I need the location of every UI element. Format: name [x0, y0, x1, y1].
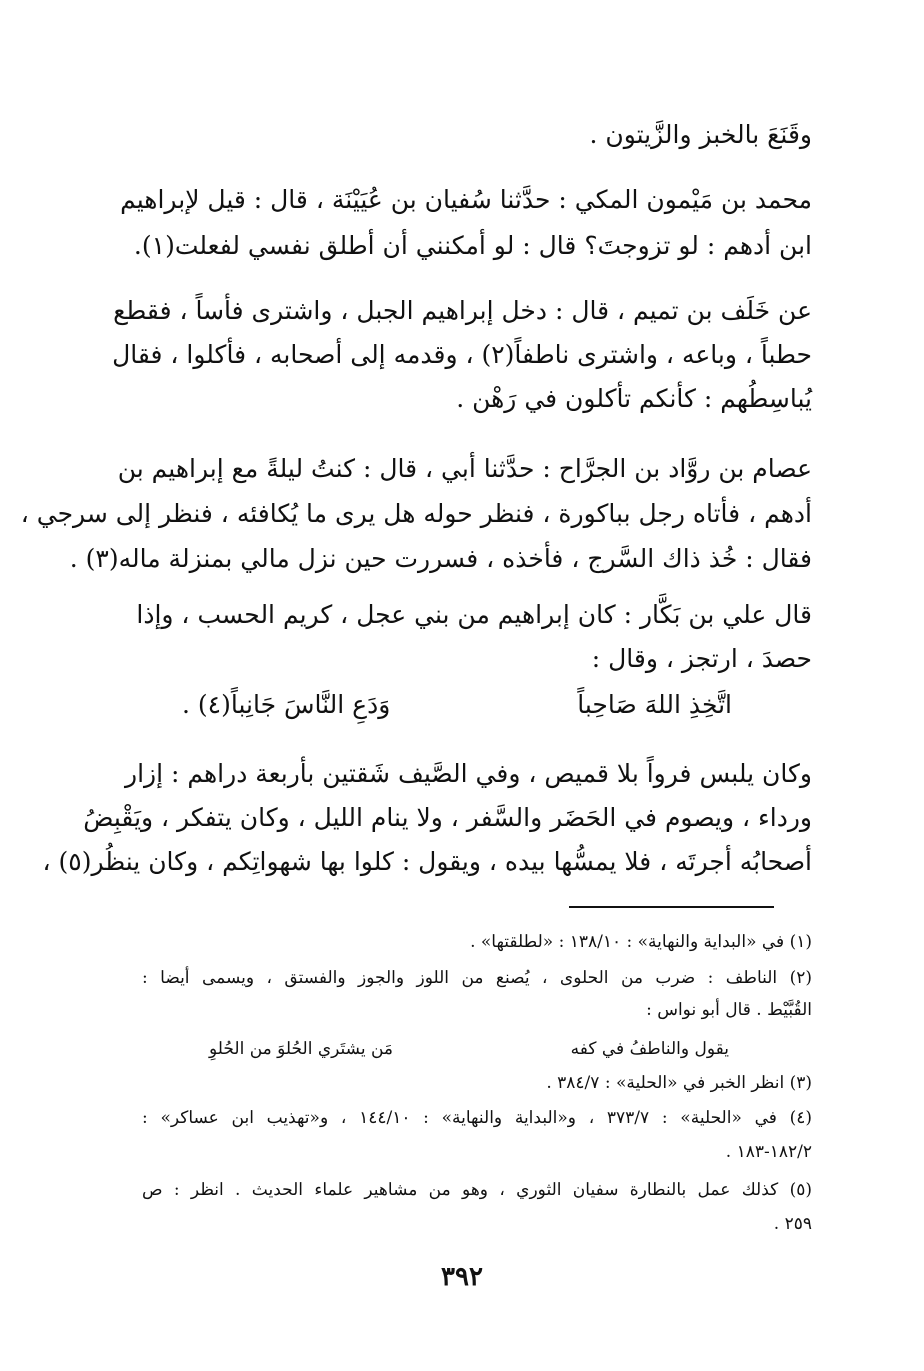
footnote-verse-first-hemistich: يقول والناطفُ في كفه — [570, 1039, 729, 1059]
text-line: أصحابُه أجرتَه ، فلا يمسُّها بيده ، ويقول : كلوا بها شهواتِكم ، وكان ينظُر(٥) ، — [42, 847, 812, 876]
footnote-3: (٣) انظر الخبر في «الحلية» : ٣٨٤/٧ . — [546, 1073, 812, 1093]
poem-verse — [182, 688, 732, 722]
paragraph-2 — [120, 183, 812, 263]
text-line: حطباً ، وباعه ، واشترى ناطفاً(٢) ، وقدمه إلى أصحابه ، فأكلوا ، فقال — [112, 340, 812, 369]
paragraph-1 — [142, 118, 812, 152]
footnote-4-continued: ١٨٢/٢-١٨٣ . — [725, 1142, 812, 1162]
footnote-2-verse — [209, 1037, 729, 1061]
text-line: فقال : خُذ ذاك السَّرج ، فأخذه ، فسررت حين نزل مالي بمنزلة ماله(٣) . — [69, 544, 812, 573]
text-line: يُباسِطُهم : كأنكم تأكلون في رَهْن . — [456, 384, 812, 413]
verse-first-hemistich: اتَّخِذِ اللهَ صَاحِباً — [577, 690, 732, 719]
footnote-2-continued: القُبَّيْط . قال أبو نواس : — [646, 1000, 812, 1020]
text-line: ورداء ، ويصوم في الحَضَر والسَّفر ، ولا ينام الليل ، وكان يتفكر ، ويَقْبِضُ — [83, 803, 812, 832]
paragraph-3 — [112, 294, 812, 416]
text-line: قال علي بن بَكَّار : كان إبراهيم من بني عجل ، كريم الحسب ، وإذا — [136, 600, 812, 629]
text-line: ابن أدهم : لو تزوجتَ؟ قال : لو أمكنني أن أطلق نفسي لفعلت(١). — [133, 231, 812, 260]
verse-second-hemistich: وَدَعِ النَّاسَ جَانِباً(٤) . — [182, 690, 391, 719]
page-number: ٣٩٢ — [441, 1262, 483, 1292]
text-line: عن خَلَف بن تميم ، قال : دخل إبراهيم الجبل ، واشترى فأساً ، فقطع — [113, 296, 812, 325]
text-line: أدهم ، فأتاه رجل بباكورة ، فنظر حوله هل يرى ما يُكافئه ، فنظر إلى سرجي ، — [20, 499, 812, 528]
footnote-2: (٢) الناطف : ضرب من الحلوى ، يُصنع من اللوز والجوز والفستق ، ويسمى أيضا : — [142, 968, 812, 988]
footnote-5: (٥) كذلك عمل بالنطارة سفيان الثوري ، وهو من مشاهير علماء الحديث . انظر : ص — [142, 1180, 812, 1200]
footnote-5-continued: ٢٥٩ . — [773, 1214, 812, 1234]
footnote-verse-second-hemistich: مَن يشتَري الحُلوَ من الحُلوِ — [209, 1039, 393, 1059]
text-line: وقَنَعَ بالخبز والزَّيتون . — [589, 120, 812, 149]
text-line: وكان يلبس فرواً بلا قميص ، وفي الصَّيف شَقتين بأربعة دراهم : إزار — [125, 759, 812, 788]
text-line: عصام بن روَّاد بن الجرَّاح : حدَّثنا أبي ، قال : كنتُ ليلةً مع إبراهيم بن — [117, 454, 812, 483]
text-line: محمد بن مَيْمون المكي : حدَّثنا سُفيان بن عُيَيْنَة ، قال : قيل لإبراهيم — [120, 185, 812, 214]
text-line: حصدَ ، ارتجز ، وقال : — [591, 644, 812, 673]
paragraph-6 — [42, 757, 812, 879]
paragraph-4 — [20, 452, 812, 576]
paragraph-5 — [136, 598, 812, 676]
footnote-separator — [569, 906, 774, 908]
footnote-4: (٤) في «الحلية» : ٣٧٣/٧ ، و«البداية والنهاية» : ١٤٤/١٠ ، و«تهذيب ابن عساكر» : — [142, 1108, 812, 1128]
footnote-1: (١) في «البداية والنهاية» : ١٣٨/١٠ : «لطلقتها» . — [470, 932, 812, 952]
